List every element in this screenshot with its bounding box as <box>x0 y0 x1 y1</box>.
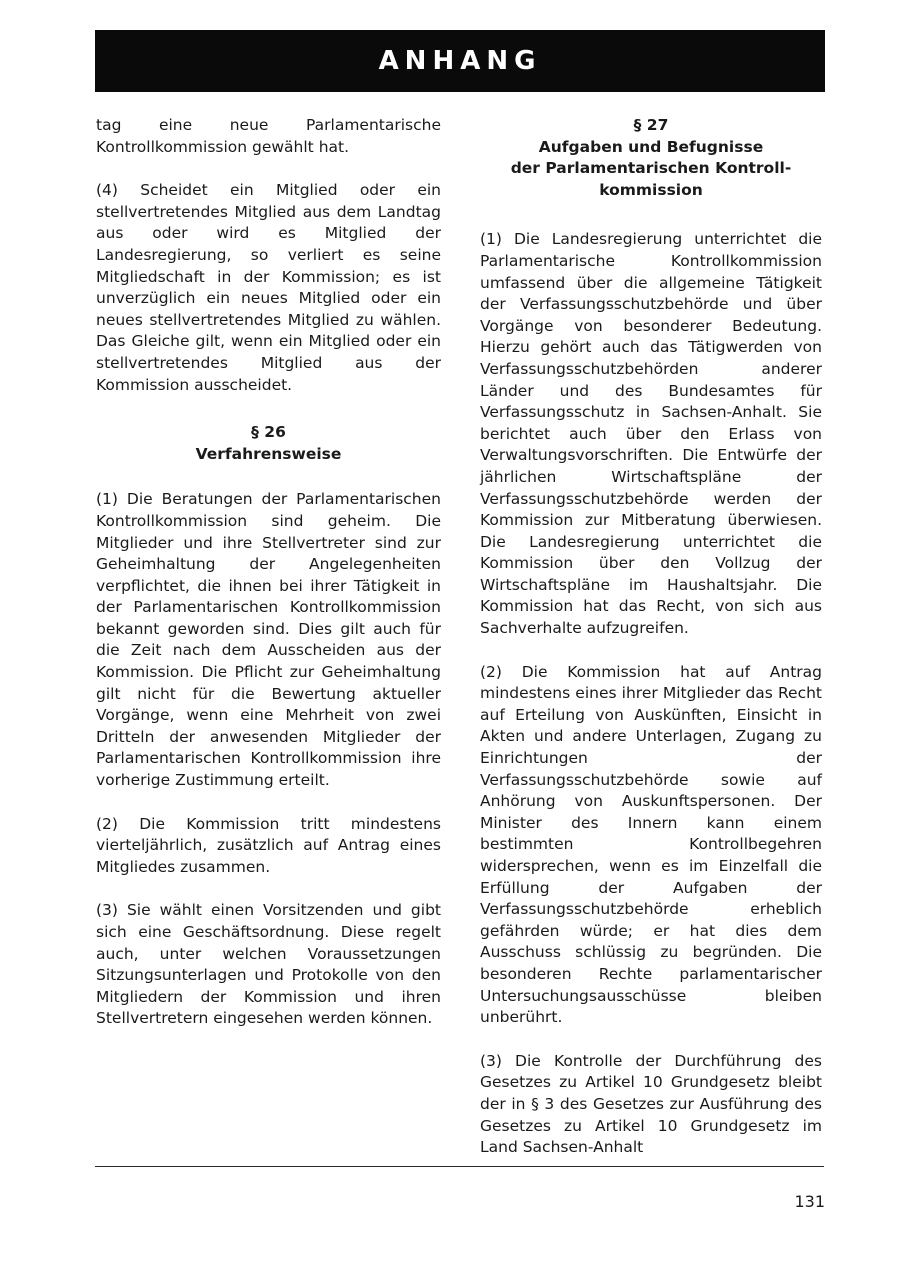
page-number: 131 <box>794 1192 825 1211</box>
paragraph-continuation: tag eine neue Parlamentarische Kontrollkommission gewählt hat. <box>96 116 441 156</box>
paragraph-26-2: (2) Die Kommission tritt mindestens vierteljährlich, zusätzlich auf Antrag eines Mitgliedes zusammen. <box>96 814 441 876</box>
section-27-title-line-3: kommission <box>599 180 703 199</box>
section-27-heading <box>480 115 822 201</box>
section-26-heading <box>96 422 441 465</box>
section-27-number: § 27 <box>633 116 669 134</box>
section-27-title-line-2: der Parlamentarischen Kontroll- <box>510 159 792 178</box>
footer-divider <box>95 1166 824 1167</box>
section-26-title: Verfahrensweise <box>195 444 342 463</box>
paragraph-26-1: (1) Die Beratungen der Parlamentarischen Kontrollkommission sind geheim. Die Mitglieder und ihre Stellvertreter sind zur Geheimhaltung der Angelegenheiten verpflichtet, die ihnen bei ihrer Tätigkeit in der Parlamentarischen Kontrollkommission bekannt geworden sind. Dies gilt auch für die Zeit nach dem Ausscheiden aus der Kommission. Die Pflicht zur Geheimhaltung gilt nicht für die Bewertung aktueller Vorgänge, wenn eine Mehrheit von zwei Dritteln der anwesenden Mitglieder der Parlamentarischen Kontrollkommission ihre vorherige Zustimmung erteilt. <box>96 490 441 790</box>
right-column <box>480 115 822 1159</box>
left-column <box>96 115 441 1030</box>
header-title: ANHANG <box>378 46 542 76</box>
paragraph-27-3: (3) Die Kontrolle der Durchführung des Gesetzes zu Artikel 10 Grundgesetz bleibt der in § 3 des Gesetzes zur Ausführung des Gesetzes zu Artikel 10 Grundgesetz im Land Sachsen-Anhalt <box>480 1051 822 1157</box>
paragraph-26-3: (3) Sie wählt einen Vorsitzenden und gibt sich eine Geschäftsordnung. Diese regelt auch, unter welchen Voraussetzungen Sitzungsunterlagen und Protokolle von den Mitgliedern der Kommission und ihren Stellvertretern eingesehen werden können. <box>96 901 441 1028</box>
section-26-number: § 26 <box>251 423 286 442</box>
header-banner <box>95 30 825 92</box>
paragraph-27-2: (2) Die Kommission hat auf Antrag mindestens eines ihrer Mitglieder das Recht auf Erteilung von Auskünften, Einsicht in Akten und andere Unterlagen, Zugang zu Einrichtungen der Verfassungsschutzbehörde sowie auf Anhörung von Auskunftspersonen. Der Minister des Innern kann einem bestimmten Kontrollbegehren widersprechen, wenn es im Einzelfall die Erfüllung der Aufgaben der Verfassungsschutzbehörde erheblich gefährden würde; er hat dies dem Ausschuss schlüssig zu begründen. Die besonderen Rechte parlamentarischer Untersuchungsausschüsse bleiben unberührt. <box>480 662 822 1027</box>
paragraph-25-4: (4) Scheidet ein Mitglied oder ein stellvertretendes Mitglied aus dem Landtag aus oder wird es Mitglied der Landesregierung, so verliert es seine Mitgliedschaft in der Kommission; es ist unverzüglich ein neues Mitglied oder ein neues stellvertretendes Mitglied zu wählen. Das Gleiche gilt, wenn ein Mitglied oder ein stellvertretendes Mitglied aus der Kommission ausscheidet. <box>96 181 441 394</box>
section-27-title-line-1: Aufgaben und Befugnisse <box>538 137 764 156</box>
paragraph-27-1: (1) Die Landesregierung unterrichtet die Parlamentarische Kontrollkommission umfassend über die allgemeine Tätigkeit der Verfassungsschutzbehörde und über Vorgänge von besonderer Bedeutung. Hierzu gehört auch das Tätigwerden von Verfassungsschutzbehörden anderer Länder und des Bundesamtes für Verfassungsschutz in Sachsen-Anhalt. Sie berichtet auch über den Erlass von Verwaltungsvorschriften. Die Entwürfe der jährlichen Wirtschaftspläne der Verfassungsschutzbehörde werden der Kommission zur Mitberatung überwiesen. Die Landesregierung unterrichtet die Kommission über den Vollzug der Wirtschaftspläne im Haushaltsjahr. Die Kommission hat das Recht, von sich aus Sachverhalte aufzugreifen. <box>480 230 822 638</box>
